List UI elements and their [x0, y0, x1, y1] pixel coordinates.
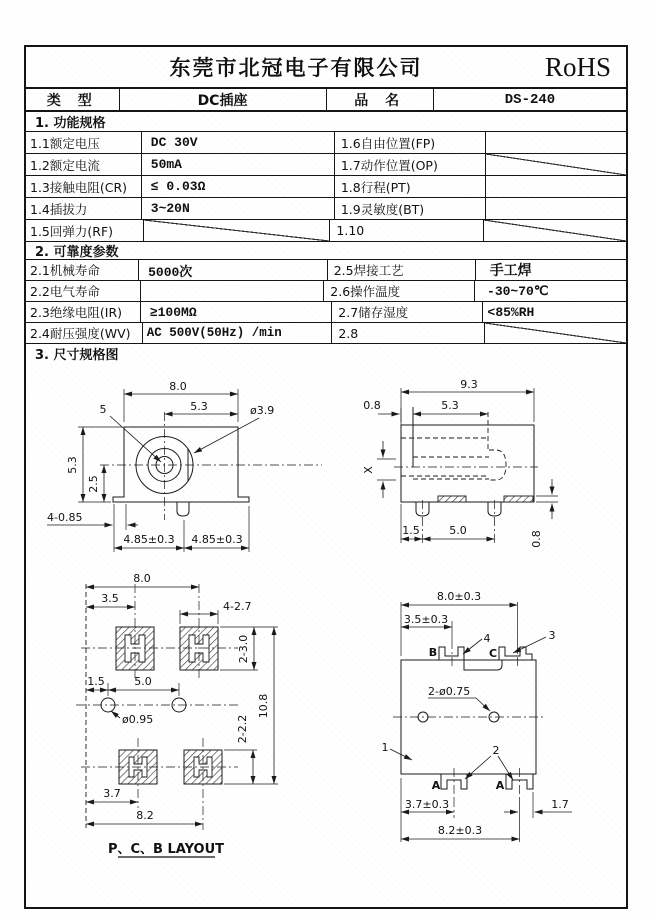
spec-row-2-1 — [26, 259, 626, 280]
callout-3: 3 — [548, 629, 556, 642]
spec-value: <85%RH — [487, 304, 535, 320]
spec-row-2-4 — [26, 322, 626, 343]
dim-bottom-holes: 2-ø0.75 — [428, 685, 471, 698]
spec-value-empty — [141, 281, 324, 301]
dim-pcb-bottom-width: 8.2 — [136, 809, 154, 822]
spec-label: 2.6操作温度 — [324, 281, 475, 301]
spec-value-na — [144, 220, 331, 241]
dim-pcb-pads: 4-2.7 — [223, 600, 252, 613]
dim-pcb-slot-top: 2-3.0 — [237, 634, 250, 664]
spec-value-empty — [486, 132, 626, 153]
spec-value: -30~70℃ — [475, 281, 626, 301]
dim-pcb-bottom-left: 3.7 — [103, 787, 121, 800]
spec-row-1-5 — [26, 219, 626, 241]
datasheet-frame — [24, 45, 628, 909]
spec-label: 1.8行程(PT) — [335, 176, 487, 197]
dim-side-pin-offset: 1.5 — [402, 524, 420, 537]
spec-label: 2.1机械寿命 — [26, 260, 139, 280]
dim-front-diameter: ø3.9 — [250, 404, 275, 417]
spec-value: AC 500V(50Hz) /min — [143, 323, 333, 343]
spec-label: 1.5回弹力(RF) — [26, 220, 144, 241]
terminal-a-label: A — [431, 779, 441, 792]
type-row — [26, 87, 626, 110]
spec-value-empty — [486, 198, 626, 219]
spec-value: DC 30V — [142, 132, 335, 153]
company-name: 东莞市北冠电子有限公司 — [169, 56, 423, 80]
spec-value-na — [485, 323, 626, 343]
spec-label: 1.9灵敏度(BT) — [335, 198, 487, 219]
rohs-badge: RoHS — [544, 51, 612, 82]
dim-bottom-left2: 3.7±0.3 — [404, 798, 450, 811]
dim-side-inner: 5.3 — [441, 399, 459, 412]
spec-value-na — [484, 220, 626, 241]
dim-bottom-width: 8.0±0.3 — [436, 590, 482, 603]
section1-title: 1. 功能规格 — [26, 110, 626, 131]
spec-label: 2.8 — [332, 323, 485, 343]
callout-1: 1 — [381, 741, 389, 754]
dim-front-center-height: 2.5 — [87, 475, 100, 493]
dim-pcb-hole-dia: ø0.95 — [122, 713, 154, 726]
dim-side-depth: 9.3 — [460, 378, 478, 391]
dim-side-x: X — [362, 466, 375, 474]
spec-value: ≤ 0.03Ω — [142, 176, 335, 197]
dim-front-inner-width: 5.3 — [190, 400, 208, 413]
pcb-layout-caption: P、C、B LAYOUT — [107, 842, 225, 857]
dim-front-pitch-right: 4.85±0.3 — [191, 533, 243, 546]
spec-label: 1.1额定电压 — [26, 132, 142, 153]
terminal-c-label: C — [488, 647, 498, 660]
terminal-b-label: B — [428, 646, 438, 659]
spec-label: 2.3绝缘电阻(IR) — [26, 302, 141, 322]
spec-label: 2.4耐压强度(WV) — [26, 323, 143, 343]
callout-2: 2 — [492, 744, 500, 757]
spec-value: ≥100MΩ — [141, 302, 332, 322]
title-row — [26, 47, 626, 87]
terminal-a-label: A — [495, 779, 505, 792]
dim-side-pin-pitch: 5.0 — [449, 524, 467, 537]
section3-title: 3. 尺寸规格图 — [26, 343, 626, 363]
type-label: 类 型 — [26, 89, 120, 110]
spec-row-2-3 — [26, 301, 626, 322]
spec-label: 1.6自由位置(FP) — [335, 132, 487, 153]
spec-value: 50mA — [142, 154, 335, 175]
dim-front-flange: 4-0.85 — [47, 511, 83, 524]
dimension-drawings — [26, 362, 626, 905]
dim-bottom-width2: 8.2±0.3 — [437, 824, 483, 837]
dim-bottom-right: 1.7 — [551, 798, 569, 811]
spec-label: 1.7动作位置(OP) — [335, 154, 487, 175]
spec-row-1-2 — [26, 153, 626, 175]
side-view-drawing — [362, 378, 558, 548]
pcb-layout-drawing — [76, 572, 278, 857]
dim-pcb-left: 3.5 — [101, 592, 119, 605]
spec-label: 2.2电气寿命 — [26, 281, 141, 301]
spec-label: 2.5焊接工艺 — [328, 260, 476, 280]
bottom-view-drawing — [382, 590, 573, 842]
spec-label: 2.7储存湿度 — [332, 302, 482, 322]
dim-bottom-left: 3.5±0.3 — [403, 613, 449, 626]
dim-pcb-width: 8.0 — [133, 572, 151, 585]
spec-label: 1.4插拔力 — [26, 198, 142, 219]
dim-front-height: 5.3 — [66, 456, 79, 474]
dim-pcb-hole-offset: 1.5 — [87, 675, 105, 688]
dim-side-standoff: 0.8 — [530, 530, 543, 548]
spec-label: 1.2额定电流 — [26, 154, 142, 175]
dim-front-pitch-left: 4.85±0.3 — [123, 533, 175, 546]
spec-value: 手工焊 — [489, 264, 532, 280]
spec-value-na — [486, 154, 626, 175]
dim-pcb-slot-bottom: 2-2.2 — [236, 714, 249, 744]
product-name-label: 品 名 — [327, 89, 434, 110]
spec-value-empty — [486, 176, 626, 197]
spec-value: 3~20N — [142, 198, 335, 219]
callout-4: 4 — [483, 632, 491, 645]
front-view-drawing — [47, 380, 322, 552]
spec-label: 1.10 — [330, 220, 484, 241]
section2-title: 2. 可靠度参数 — [26, 241, 626, 259]
spec-row-1-1 — [26, 131, 626, 153]
spec-value: 5000次 — [139, 260, 328, 280]
product-name-value: DS-240 — [504, 91, 556, 108]
dim-pcb-total-height: 10.8 — [257, 693, 270, 719]
spec-row-1-3 — [26, 175, 626, 197]
callout-front-pin: 5 — [99, 403, 107, 416]
dim-front-width: 8.0 — [169, 380, 187, 393]
dim-side-front: 0.8 — [363, 399, 381, 412]
spec-row-2-2 — [26, 280, 626, 301]
spec-row-1-4 — [26, 197, 626, 219]
spec-label: 1.3接触电阻(CR) — [26, 176, 142, 197]
dim-pcb-hole-pitch: 5.0 — [134, 675, 152, 688]
type-value: DC插座 — [120, 89, 327, 110]
